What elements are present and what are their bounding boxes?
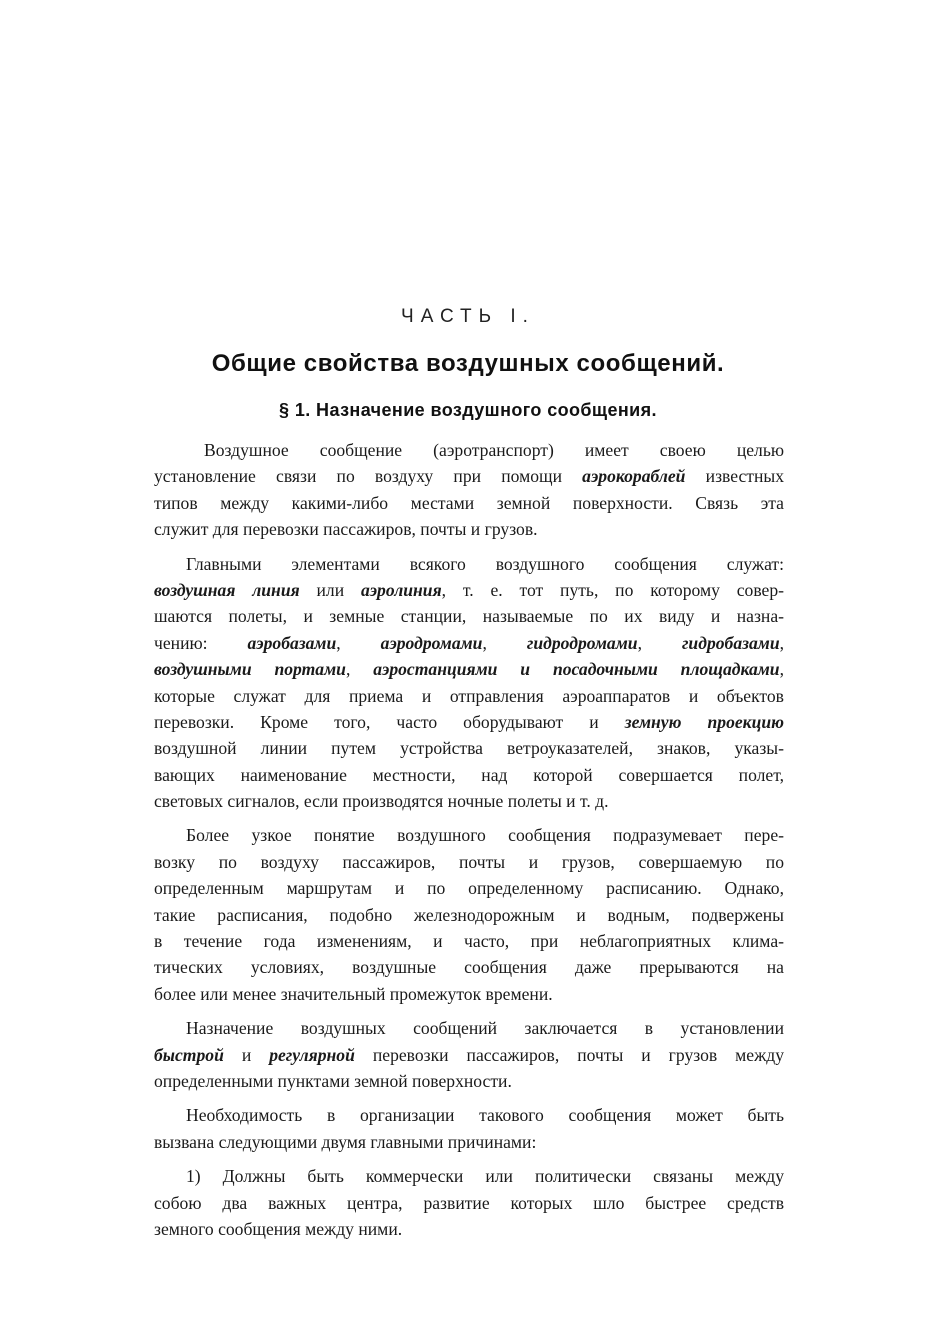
text-line: Назначение воздушных сообщений заключается в установлении [186,1018,784,1039]
text-line: которые служат для приема и отправления аэроаппаратов и объектов [154,685,784,706]
text-line: вызвана следующими двумя главными причинами: [154,1131,537,1152]
text-line: тических условиях, воздушные сообщения даже прерываются на [154,957,784,978]
paragraph-1 [154,437,784,543]
text-line: световых сигналов, если производятся ночные полеты и т. д. [154,791,609,812]
text-line: служит для перевозки пассажиров, почты и грузов. [154,519,538,540]
body-text [154,437,784,1242]
emphasis-term: воздушными портами [154,659,346,680]
emphasis-term: регулярной [269,1044,355,1065]
text-line: Более узкое понятие воздушного сообщения подразумевает пере- [186,825,784,846]
emphasis-term: быстрой [154,1044,224,1065]
text-line: чению: аэробазами, аэродромами, гидродромами, гидробазами, [154,632,785,653]
text-line: 1) Должны быть коммерчески или политически связаны между [186,1166,784,1187]
paragraph-2 [154,551,784,815]
text-line: вающих наименование местности, над которой совершается полет, [154,764,784,785]
text-line: воздушная линия или аэролиния, т. е. тот путь, по которому совер- [154,579,784,600]
text-line: воздушными портами, аэростанциями и посадочными площадками, [154,659,784,680]
text-line: определенными пунктами земной поверхности. [154,1070,512,1091]
paragraph-3 [154,822,784,1007]
text-line: Необходимость в организации такового сообщения может быть [186,1105,784,1126]
text-line: в течение года изменениям, и часто, при неблагоприятных клима- [154,931,784,952]
text-line: шаются полеты, и земные станции, называемые по их виду и назна- [154,606,784,627]
paragraph-4 [154,1015,784,1094]
text-line: такие расписания, подобно железнодорожным и водным, подвержены [154,904,784,925]
text-line: Главными элементами всякого воздушного сообщения служат: [186,553,784,574]
main-title: Общие свойства воздушных сообщений. [211,350,725,377]
text-line: быстрой и регулярной перевозки пассажиров, почты и грузов между [154,1044,784,1065]
emphasis-term: аэробазами [247,632,337,653]
text-line: более или менее значительный промежуток времени. [154,983,553,1004]
text-line: типов между какими-либо местами земной поверхности. Связь эта [154,492,784,513]
text-line: установление связи по воздуху при помощи аэрокораблей известных [154,466,784,487]
paragraph-5 [154,1102,784,1155]
emphasis-term: земную проекцию [624,711,785,732]
text-line: земного сообщения между ними. [154,1218,403,1239]
emphasis-term: гидродромами [526,632,638,653]
text-line: перевозки. Кроме того, часто оборудывают и земную проекцию [154,711,785,732]
emphasis-term: аэродромами [380,632,483,653]
emphasis-term: аэрокораблей [582,466,686,487]
emphasis-term: воздушная линия [154,579,300,600]
emphasis-term: аэролиния [360,579,442,600]
text-line: собою два важных центра, развитие которых шло быстрее средств [154,1192,784,1213]
text-line: определенным маршрутам и по определенному расписанию. Однако, [154,878,784,899]
emphasis-term: гидробазами [681,632,780,653]
part-title: ЧАСТЬ I. [401,306,535,327]
text-line: Воздушное сообщение (аэротранспорт) имеет своею целью [204,440,784,460]
text-line: возку по воздуху пассажиров, почты и грузов, совершаемую по [154,851,784,872]
paragraph-6 [154,1163,784,1242]
emphasis-term: аэростанциями и посадочными площадками [373,659,780,680]
section-title: § 1. Назначение воздушного сообщения. [279,400,657,420]
text-line: воздушной линии путем устройства ветроуказателей, знаков, указы- [154,738,784,759]
